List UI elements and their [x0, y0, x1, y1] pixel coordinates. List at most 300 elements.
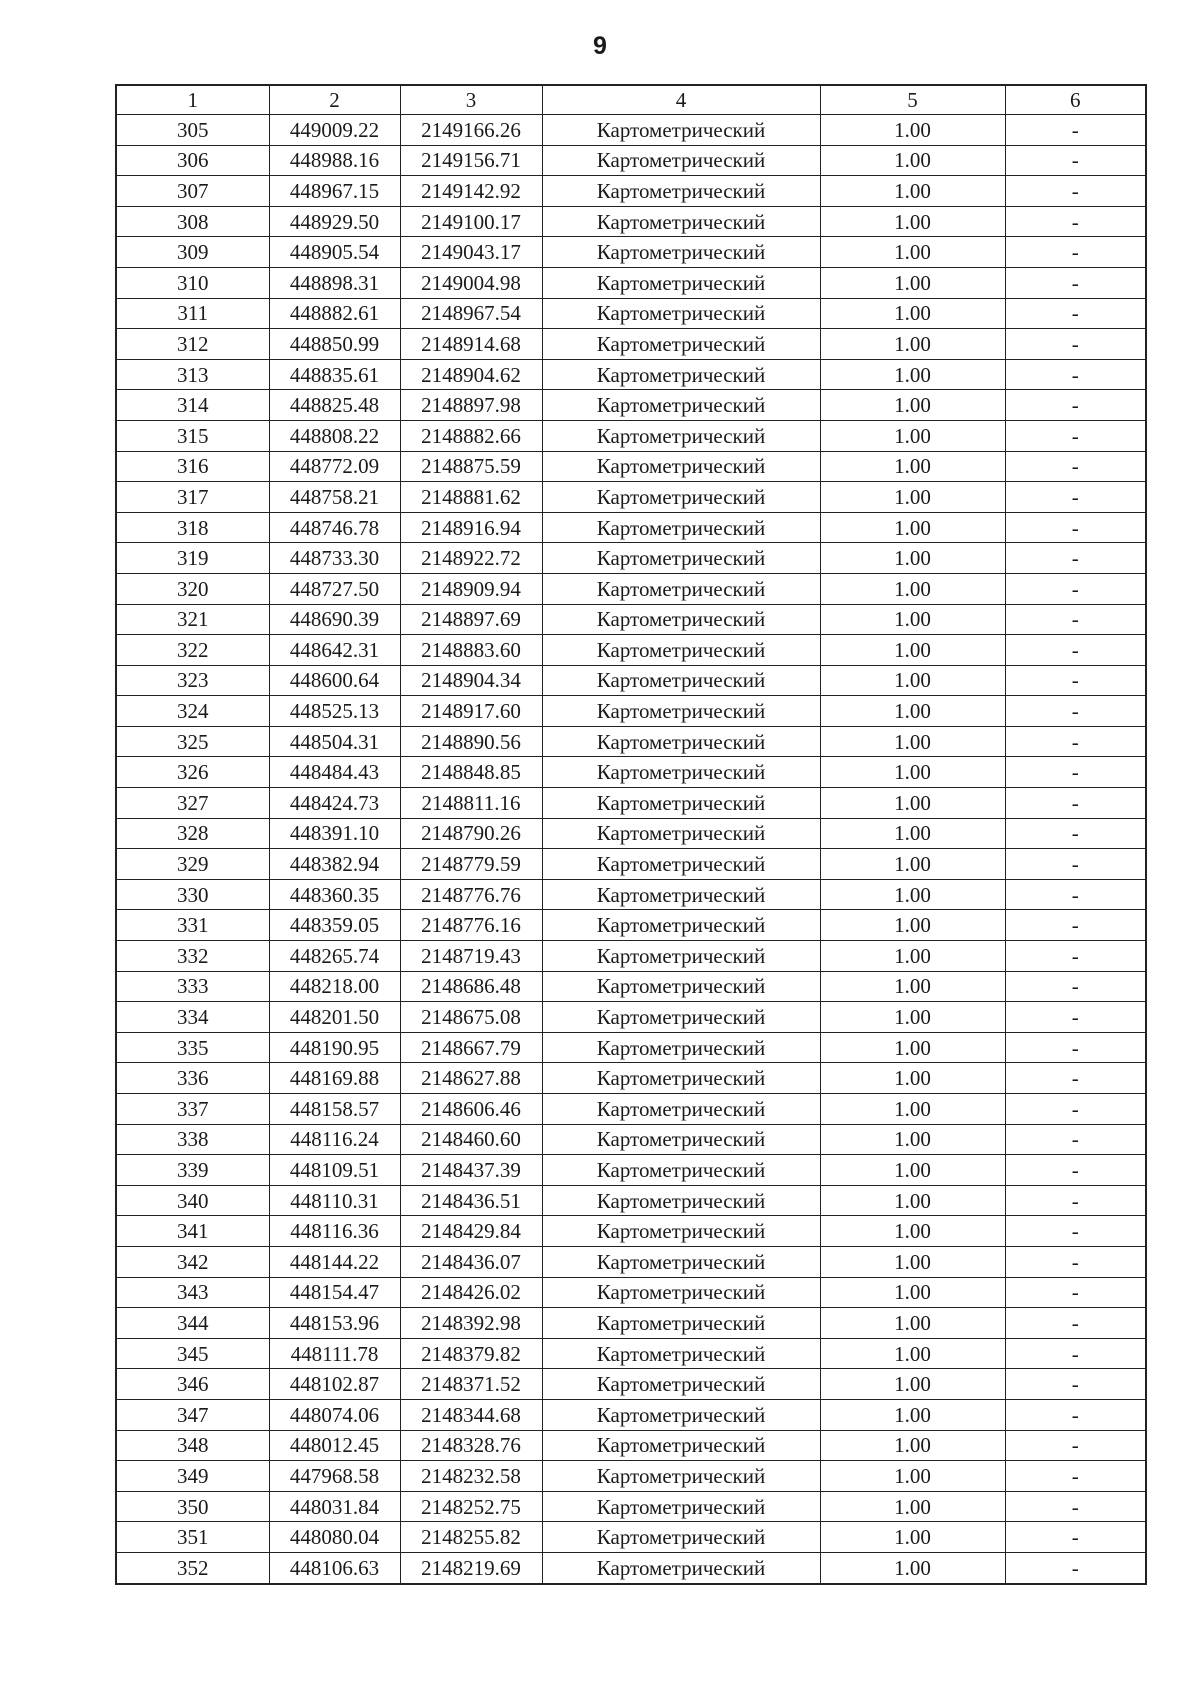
cell-x-coordinate: 448360.35	[269, 879, 400, 910]
cell-x-coordinate: 448882.61	[269, 298, 400, 329]
cell-x-coordinate: 448169.88	[269, 1063, 400, 1094]
cell-accuracy: 1.00	[820, 145, 1005, 176]
table-row	[116, 451, 1146, 482]
table-row	[116, 1185, 1146, 1216]
cell-x-coordinate: 448424.73	[269, 788, 400, 819]
table-row	[116, 726, 1146, 757]
cell-accuracy: 1.00	[820, 573, 1005, 604]
cell-x-coordinate: 448967.15	[269, 176, 400, 207]
cell-method: Картометрический	[542, 1399, 820, 1430]
header-row	[116, 85, 1146, 115]
cell-note: -	[1005, 1369, 1146, 1400]
cell-note: -	[1005, 818, 1146, 849]
cell-note: -	[1005, 1216, 1146, 1247]
cell-method: Картометрический	[542, 390, 820, 421]
cell-accuracy: 1.00	[820, 420, 1005, 451]
cell-point-number: 314	[116, 390, 269, 421]
cell-accuracy: 1.00	[820, 910, 1005, 941]
cell-y-coordinate: 2148252.75	[400, 1491, 542, 1522]
cell-accuracy: 1.00	[820, 237, 1005, 268]
table-row	[116, 573, 1146, 604]
cell-x-coordinate: 448835.61	[269, 359, 400, 390]
table-row	[116, 788, 1146, 819]
cell-note: -	[1005, 451, 1146, 482]
table-row	[116, 941, 1146, 972]
table-row	[116, 757, 1146, 788]
cell-point-number: 318	[116, 512, 269, 543]
cell-y-coordinate: 2148922.72	[400, 543, 542, 574]
column-header-4: 4	[542, 85, 820, 115]
cell-method: Картометрический	[542, 420, 820, 451]
cell-accuracy: 1.00	[820, 1002, 1005, 1033]
table-row	[116, 512, 1146, 543]
cell-y-coordinate: 2148426.02	[400, 1277, 542, 1308]
cell-y-coordinate: 2148914.68	[400, 329, 542, 360]
cell-y-coordinate: 2149142.92	[400, 176, 542, 207]
cell-method: Картометрический	[542, 1430, 820, 1461]
cell-method: Картометрический	[542, 635, 820, 666]
cell-note: -	[1005, 206, 1146, 237]
cell-y-coordinate: 2148675.08	[400, 1002, 542, 1033]
cell-y-coordinate: 2148779.59	[400, 849, 542, 880]
cell-accuracy: 1.00	[820, 1308, 1005, 1339]
cell-y-coordinate: 2148328.76	[400, 1430, 542, 1461]
table-row	[116, 1277, 1146, 1308]
cell-method: Картометрический	[542, 1063, 820, 1094]
cell-y-coordinate: 2148904.34	[400, 665, 542, 696]
cell-note: -	[1005, 176, 1146, 207]
cell-note: -	[1005, 298, 1146, 329]
cell-accuracy: 1.00	[820, 635, 1005, 666]
cell-method: Картометрический	[542, 1032, 820, 1063]
cell-note: -	[1005, 1522, 1146, 1553]
cell-point-number: 352	[116, 1552, 269, 1583]
table-header	[116, 85, 1146, 115]
cell-point-number: 341	[116, 1216, 269, 1247]
cell-y-coordinate: 2148890.56	[400, 726, 542, 757]
cell-method: Картометрический	[542, 482, 820, 513]
cell-y-coordinate: 2148379.82	[400, 1338, 542, 1369]
cell-note: -	[1005, 329, 1146, 360]
cell-point-number: 306	[116, 145, 269, 176]
cell-method: Картометрический	[542, 604, 820, 635]
cell-method: Картометрический	[542, 1522, 820, 1553]
cell-y-coordinate: 2148790.26	[400, 818, 542, 849]
cell-y-coordinate: 2149004.98	[400, 267, 542, 298]
cell-point-number: 342	[116, 1246, 269, 1277]
cell-method: Картометрический	[542, 879, 820, 910]
cell-x-coordinate: 448154.47	[269, 1277, 400, 1308]
cell-note: -	[1005, 1032, 1146, 1063]
table-row	[116, 818, 1146, 849]
cell-accuracy: 1.00	[820, 1185, 1005, 1216]
table-row	[116, 1369, 1146, 1400]
table-row	[116, 1430, 1146, 1461]
cell-x-coordinate: 448642.31	[269, 635, 400, 666]
cell-point-number: 317	[116, 482, 269, 513]
cell-y-coordinate: 2148437.39	[400, 1155, 542, 1186]
cell-accuracy: 1.00	[820, 941, 1005, 972]
cell-accuracy: 1.00	[820, 1155, 1005, 1186]
cell-point-number: 333	[116, 971, 269, 1002]
cell-note: -	[1005, 145, 1146, 176]
cell-note: -	[1005, 788, 1146, 819]
cell-note: -	[1005, 726, 1146, 757]
cell-x-coordinate: 448929.50	[269, 206, 400, 237]
cell-note: -	[1005, 1246, 1146, 1277]
cell-accuracy: 1.00	[820, 512, 1005, 543]
cell-note: -	[1005, 1155, 1146, 1186]
cell-y-coordinate: 2148344.68	[400, 1399, 542, 1430]
cell-accuracy: 1.00	[820, 696, 1005, 727]
cell-accuracy: 1.00	[820, 665, 1005, 696]
cell-point-number: 308	[116, 206, 269, 237]
cell-x-coordinate: 448988.16	[269, 145, 400, 176]
table-row	[116, 1552, 1146, 1583]
cell-note: -	[1005, 1094, 1146, 1125]
cell-note: -	[1005, 604, 1146, 635]
cell-y-coordinate: 2148719.43	[400, 941, 542, 972]
cell-y-coordinate: 2148686.48	[400, 971, 542, 1002]
cell-point-number: 343	[116, 1277, 269, 1308]
cell-y-coordinate: 2148875.59	[400, 451, 542, 482]
table-row	[116, 1491, 1146, 1522]
table-row	[116, 1522, 1146, 1553]
cell-y-coordinate: 2148667.79	[400, 1032, 542, 1063]
table-row	[116, 879, 1146, 910]
cell-method: Картометрический	[542, 359, 820, 390]
cell-accuracy: 1.00	[820, 604, 1005, 635]
cell-note: -	[1005, 1338, 1146, 1369]
cell-point-number: 330	[116, 879, 269, 910]
cell-method: Картометрический	[542, 726, 820, 757]
cell-accuracy: 1.00	[820, 1491, 1005, 1522]
table-row	[116, 1308, 1146, 1339]
cell-point-number: 347	[116, 1399, 269, 1430]
table-row	[116, 420, 1146, 451]
cell-point-number: 346	[116, 1369, 269, 1400]
cell-note: -	[1005, 237, 1146, 268]
cell-method: Картометрический	[542, 1124, 820, 1155]
cell-note: -	[1005, 359, 1146, 390]
cell-x-coordinate: 448504.31	[269, 726, 400, 757]
cell-accuracy: 1.00	[820, 482, 1005, 513]
cell-point-number: 351	[116, 1522, 269, 1553]
table-body	[116, 115, 1146, 1584]
cell-x-coordinate: 448484.43	[269, 757, 400, 788]
table-row	[116, 1124, 1146, 1155]
coordinates-table	[115, 84, 1147, 1585]
cell-method: Картометрический	[542, 971, 820, 1002]
cell-point-number: 337	[116, 1094, 269, 1125]
cell-point-number: 344	[116, 1308, 269, 1339]
cell-accuracy: 1.00	[820, 359, 1005, 390]
cell-accuracy: 1.00	[820, 1461, 1005, 1492]
cell-accuracy: 1.00	[820, 298, 1005, 329]
cell-x-coordinate: 448905.54	[269, 237, 400, 268]
cell-x-coordinate: 448111.78	[269, 1338, 400, 1369]
cell-point-number: 321	[116, 604, 269, 635]
cell-x-coordinate: 448116.36	[269, 1216, 400, 1247]
cell-point-number: 311	[116, 298, 269, 329]
cell-x-coordinate: 448758.21	[269, 482, 400, 513]
cell-method: Картометрический	[542, 1155, 820, 1186]
cell-method: Картометрический	[542, 941, 820, 972]
cell-x-coordinate: 448074.06	[269, 1399, 400, 1430]
cell-y-coordinate: 2148897.98	[400, 390, 542, 421]
cell-x-coordinate: 448190.95	[269, 1032, 400, 1063]
cell-method: Картометрический	[542, 1185, 820, 1216]
cell-note: -	[1005, 573, 1146, 604]
cell-method: Картометрический	[542, 757, 820, 788]
cell-note: -	[1005, 390, 1146, 421]
cell-method: Картометрический	[542, 818, 820, 849]
cell-point-number: 320	[116, 573, 269, 604]
cell-note: -	[1005, 1461, 1146, 1492]
cell-x-coordinate: 447968.58	[269, 1461, 400, 1492]
cell-x-coordinate: 448265.74	[269, 941, 400, 972]
cell-note: -	[1005, 941, 1146, 972]
table-row	[116, 1461, 1146, 1492]
cell-point-number: 345	[116, 1338, 269, 1369]
cell-accuracy: 1.00	[820, 971, 1005, 1002]
cell-note: -	[1005, 665, 1146, 696]
table-row	[116, 1002, 1146, 1033]
cell-method: Картометрический	[542, 298, 820, 329]
cell-note: -	[1005, 1308, 1146, 1339]
cell-accuracy: 1.00	[820, 1063, 1005, 1094]
cell-note: -	[1005, 635, 1146, 666]
cell-note: -	[1005, 1399, 1146, 1430]
table-row	[116, 237, 1146, 268]
cell-x-coordinate: 448218.00	[269, 971, 400, 1002]
cell-point-number: 310	[116, 267, 269, 298]
cell-x-coordinate: 448144.22	[269, 1246, 400, 1277]
cell-x-coordinate: 448080.04	[269, 1522, 400, 1553]
cell-x-coordinate: 448110.31	[269, 1185, 400, 1216]
cell-note: -	[1005, 1002, 1146, 1033]
table-row	[116, 482, 1146, 513]
column-header-1: 1	[116, 85, 269, 115]
cell-point-number: 322	[116, 635, 269, 666]
cell-accuracy: 1.00	[820, 451, 1005, 482]
cell-x-coordinate: 448359.05	[269, 910, 400, 941]
table-row	[116, 1155, 1146, 1186]
cell-y-coordinate: 2148883.60	[400, 635, 542, 666]
cell-accuracy: 1.00	[820, 849, 1005, 880]
table-row	[116, 604, 1146, 635]
cell-note: -	[1005, 910, 1146, 941]
cell-note: -	[1005, 757, 1146, 788]
cell-accuracy: 1.00	[820, 1124, 1005, 1155]
cell-method: Картометрический	[542, 451, 820, 482]
cell-accuracy: 1.00	[820, 726, 1005, 757]
cell-accuracy: 1.00	[820, 1246, 1005, 1277]
cell-x-coordinate: 448850.99	[269, 329, 400, 360]
cell-x-coordinate: 448201.50	[269, 1002, 400, 1033]
cell-point-number: 312	[116, 329, 269, 360]
cell-point-number: 328	[116, 818, 269, 849]
cell-note: -	[1005, 879, 1146, 910]
cell-point-number: 309	[116, 237, 269, 268]
cell-y-coordinate: 2148460.60	[400, 1124, 542, 1155]
cell-method: Картометрический	[542, 206, 820, 237]
cell-note: -	[1005, 1124, 1146, 1155]
table-row	[116, 849, 1146, 880]
cell-method: Картометрический	[542, 1369, 820, 1400]
cell-method: Картометрический	[542, 512, 820, 543]
cell-point-number: 348	[116, 1430, 269, 1461]
cell-method: Картометрический	[542, 115, 820, 146]
cell-y-coordinate: 2148606.46	[400, 1094, 542, 1125]
table-row	[116, 1246, 1146, 1277]
cell-method: Картометрический	[542, 1308, 820, 1339]
cell-point-number: 331	[116, 910, 269, 941]
table-row	[116, 359, 1146, 390]
cell-accuracy: 1.00	[820, 1399, 1005, 1430]
cell-point-number: 315	[116, 420, 269, 451]
cell-method: Картометрический	[542, 237, 820, 268]
cell-y-coordinate: 2148436.07	[400, 1246, 542, 1277]
cell-y-coordinate: 2148811.16	[400, 788, 542, 819]
cell-method: Картометрический	[542, 1216, 820, 1247]
cell-note: -	[1005, 482, 1146, 513]
cell-point-number: 307	[116, 176, 269, 207]
table-row	[116, 145, 1146, 176]
cell-accuracy: 1.00	[820, 788, 1005, 819]
column-header-5: 5	[820, 85, 1005, 115]
cell-note: -	[1005, 1277, 1146, 1308]
cell-method: Картометрический	[542, 176, 820, 207]
table-row	[116, 206, 1146, 237]
page-number: 9	[593, 32, 607, 60]
cell-x-coordinate: 448153.96	[269, 1308, 400, 1339]
cell-accuracy: 1.00	[820, 1338, 1005, 1369]
table-row	[116, 176, 1146, 207]
cell-point-number: 338	[116, 1124, 269, 1155]
cell-y-coordinate: 2148904.62	[400, 359, 542, 390]
cell-x-coordinate: 448102.87	[269, 1369, 400, 1400]
cell-method: Картометрический	[542, 849, 820, 880]
cell-y-coordinate: 2148255.82	[400, 1522, 542, 1553]
table-row	[116, 298, 1146, 329]
cell-x-coordinate: 448031.84	[269, 1491, 400, 1522]
cell-note: -	[1005, 420, 1146, 451]
table-row	[116, 665, 1146, 696]
cell-point-number: 313	[116, 359, 269, 390]
cell-y-coordinate: 2148392.98	[400, 1308, 542, 1339]
cell-note: -	[1005, 971, 1146, 1002]
table-row	[116, 390, 1146, 421]
table-row	[116, 1338, 1146, 1369]
column-header-6: 6	[1005, 85, 1146, 115]
cell-x-coordinate: 448825.48	[269, 390, 400, 421]
cell-x-coordinate: 448772.09	[269, 451, 400, 482]
cell-method: Картометрический	[542, 1094, 820, 1125]
cell-y-coordinate: 2148848.85	[400, 757, 542, 788]
cell-accuracy: 1.00	[820, 543, 1005, 574]
cell-accuracy: 1.00	[820, 1430, 1005, 1461]
cell-point-number: 327	[116, 788, 269, 819]
cell-y-coordinate: 2149156.71	[400, 145, 542, 176]
cell-y-coordinate: 2148429.84	[400, 1216, 542, 1247]
table-row	[116, 543, 1146, 574]
cell-x-coordinate: 448158.57	[269, 1094, 400, 1125]
cell-note: -	[1005, 849, 1146, 880]
cell-x-coordinate: 448391.10	[269, 818, 400, 849]
cell-point-number: 350	[116, 1491, 269, 1522]
cell-y-coordinate: 2148219.69	[400, 1552, 542, 1583]
cell-note: -	[1005, 1430, 1146, 1461]
cell-method: Картометрический	[542, 145, 820, 176]
cell-x-coordinate: 448733.30	[269, 543, 400, 574]
cell-accuracy: 1.00	[820, 818, 1005, 849]
cell-accuracy: 1.00	[820, 1216, 1005, 1247]
cell-x-coordinate: 448109.51	[269, 1155, 400, 1186]
table-row	[116, 971, 1146, 1002]
cell-accuracy: 1.00	[820, 879, 1005, 910]
cell-point-number: 335	[116, 1032, 269, 1063]
cell-x-coordinate: 448116.24	[269, 1124, 400, 1155]
cell-accuracy: 1.00	[820, 1032, 1005, 1063]
cell-method: Картометрический	[542, 1246, 820, 1277]
cell-point-number: 325	[116, 726, 269, 757]
cell-note: -	[1005, 1063, 1146, 1094]
cell-y-coordinate: 2148232.58	[400, 1461, 542, 1492]
cell-y-coordinate: 2148881.62	[400, 482, 542, 513]
cell-method: Картометрический	[542, 696, 820, 727]
cell-accuracy: 1.00	[820, 267, 1005, 298]
cell-note: -	[1005, 696, 1146, 727]
cell-point-number: 340	[116, 1185, 269, 1216]
table-row	[116, 635, 1146, 666]
cell-point-number: 319	[116, 543, 269, 574]
cell-method: Картометрический	[542, 543, 820, 574]
cell-accuracy: 1.00	[820, 1277, 1005, 1308]
cell-note: -	[1005, 1491, 1146, 1522]
cell-point-number: 349	[116, 1461, 269, 1492]
cell-y-coordinate: 2148967.54	[400, 298, 542, 329]
cell-method: Картометрический	[542, 1338, 820, 1369]
cell-point-number: 324	[116, 696, 269, 727]
table-row	[116, 115, 1146, 146]
cell-y-coordinate: 2148897.69	[400, 604, 542, 635]
cell-method: Картометрический	[542, 1461, 820, 1492]
cell-x-coordinate: 448690.39	[269, 604, 400, 635]
table-row	[116, 910, 1146, 941]
cell-accuracy: 1.00	[820, 329, 1005, 360]
cell-x-coordinate: 449009.22	[269, 115, 400, 146]
cell-accuracy: 1.00	[820, 1522, 1005, 1553]
cell-accuracy: 1.00	[820, 757, 1005, 788]
column-header-2: 2	[269, 85, 400, 115]
cell-y-coordinate: 2148917.60	[400, 696, 542, 727]
cell-x-coordinate: 448746.78	[269, 512, 400, 543]
cell-point-number: 334	[116, 1002, 269, 1033]
cell-x-coordinate: 448106.63	[269, 1552, 400, 1583]
table-row	[116, 267, 1146, 298]
column-header-3: 3	[400, 85, 542, 115]
cell-y-coordinate: 2149043.17	[400, 237, 542, 268]
cell-x-coordinate: 448727.50	[269, 573, 400, 604]
cell-method: Картометрический	[542, 788, 820, 819]
table-row	[116, 696, 1146, 727]
cell-y-coordinate: 2148776.16	[400, 910, 542, 941]
cell-note: -	[1005, 1552, 1146, 1583]
cell-point-number: 339	[116, 1155, 269, 1186]
cell-note: -	[1005, 1185, 1146, 1216]
table-row	[116, 1063, 1146, 1094]
